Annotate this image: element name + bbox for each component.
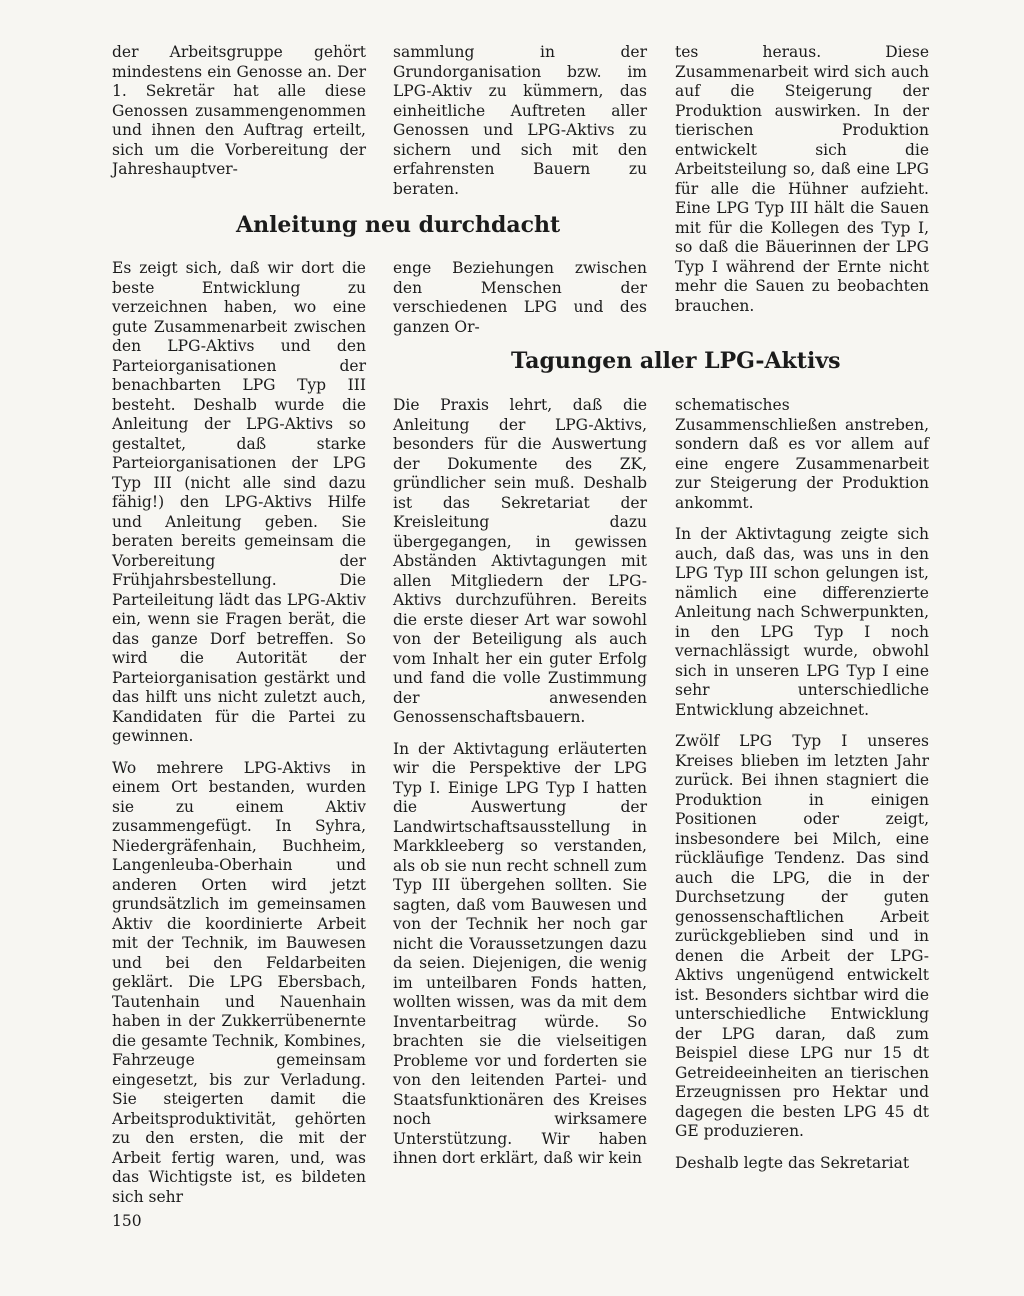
paragraph: In der Aktivtagung zeigte sich auch, daß das, was uns in den LPG Typ III schon gelungen ist, nämlich eine differenzierte Anleitung nach Schwerpunkten, in den LPG Typ I noch vernachlässigt wurde, obwohl sich in unseren LPG Typ I eine sehr unterschiedliche Entwicklung abzeichnet. <box>675 525 929 719</box>
column-3-top <box>675 43 929 316</box>
section-heading-tagungen: Tagungen aller LPG-Aktivs <box>511 348 841 374</box>
paragraph: schematisches Zusammenschließen anstreben, sondern daß es vor allem auf eine engere Zusammenarbeit zur Steigerung der Produktion ankommt. <box>675 396 929 512</box>
column-3-lower <box>675 396 929 1173</box>
paragraph: sammlung in der Grundorganisation bzw. im LPG-Aktiv zu kümmern, das einheitliche Auftreten aller Genossen und LPG-Aktivs zu sichern und sich mit den erfahrensten Bauern zu beraten. <box>393 43 647 198</box>
paragraph: In der Aktivtagung erläuterten wir die Perspektive der LPG Typ I. Einige LPG Typ I hatten die Auswertung der Landwirtschaftsausstellung in Markkleeberg so verstanden, als ob sie nun recht schnell zum Typ III übergehen sollten. Sie sagten, daß vom Bauwesen und von der Technik her noch gar nicht die Voraussetzungen dazu da seien. Diejenigen, die wenig im unteilbaren Fonds hatten, wollten wissen, was da mit dem Inventarbeitrag würde. So brachten sie die vielseitigen Probleme vor und forderten sie von den leitenden Partei- und Staatsfunktionären des Kreises noch wirksamere Unterstützung. Wir haben ihnen dort erklärt, daß wir kein <box>393 739 647 1167</box>
column-2-lower <box>393 396 647 1169</box>
paragraph: Die Praxis lehrt, daß die Anleitung der LPG-Aktivs, besonders für die Auswertung der Dokumente des ZK, gründlicher sein muß. Deshalb ist das Sekretariat der Kreisleitung dazu übergegangen, in gewissen Abständen Aktivtagungen mit allen Mitgliedern der LPG-Aktivs durchzuführen. Bereits die erste dieser Art war sowohl von der Beteiligung als auch vom Inhalt her ein guter Erfolg und fand die volle Zustimmung der anwesenden Genossenschaftsbauern. <box>393 396 647 726</box>
paragraph: der Arbeitsgruppe gehört mindestens ein Genosse an. Der 1. Sekretär hat alle diese Genossen zusammengenommen und ihnen den Auftrag erteilt, sich um die Vorbereitung der Jahreshauptver- <box>112 43 366 178</box>
paragraph: Wo mehrere LPG-Aktivs in einem Ort bestanden, wurden sie zu einem Aktiv zusammengefügt. In Syhra, Niedergräfenhain, Buchheim, Langenleuba-Oberhain und anderen Orten wird jetzt grundsätzlich im gemeinsamen Aktiv die koordinierte Arbeit mit der Technik, im Bauwesen und bei den Feldarbeiten geklärt. Die LPG Ebersbach, Tautenhain und Nauenhain haben in der Zukkerrübenernte die gesamte Technik, Kombines, Fahrzeuge gemeinsam eingesetzt, bis zur Verladung. Sie steigerten damit die Arbeitsproduktivität, gehörten zu den ersten, die mit der Arbeit fertig waren, und, was das Wichtigste ist, es bildeten sich sehr <box>112 758 366 1206</box>
page-number: 150 <box>112 1212 142 1230</box>
column-1-main <box>112 259 366 1207</box>
column-1-top <box>112 43 366 180</box>
paragraph: Es zeigt sich, daß wir dort die beste Entwicklung zu verzeichnen haben, wo eine gute Zusammenarbeit zwischen den LPG-Aktivs und den Parteiorganisationen der benachbarten LPG Typ III besteht. Deshalb wurde die Anleitung der LPG-Aktivs so gestaltet, daß starke Parteiorganisationen der LPG Typ III (nicht alle sind dazu fähig!) den LPG-Aktivs Hilfe und Anleitung geben. Sie beraten bereits gemeinsam die Vorbereitung der Frühjahrsbestellung. Die Parteileitung lädt das LPG-Aktiv ein, wenn sie Fragen berät, die das ganze Dorf betreffen. So wird die Autorität der Parteiorganisation gestärkt und das hilft uns nicht zuletzt auch, Kandidaten für die Partei zu gewinnen. <box>112 259 366 745</box>
paragraph: enge Beziehungen zwischen den Menschen der verschiedenen LPG und des ganzen Or- <box>393 259 647 336</box>
paragraph: Zwölf LPG Typ I unseres Kreises blieben im letzten Jahr zurück. Bei ihnen stagniert die Produktion in einigen Positionen oder zeigt, insbesondere bei Milch, eine rückläufige Tendenz. Das sind auch die LPG, die in der Durchsetzung der guten genossenschaftlichen Arbeit zurückgeblieben sind und in denen die Arbeit der LPG-Aktivs ungenügend entwickelt ist. Besonders sichtbar wird die unterschiedliche Entwicklung der LPG daran, daß zum Beispiel diese LPG nur 15 dt Getreideeinheiten an tierischen Erzeugnissen pro Hektar und dagegen die besten LPG 45 dt GE produzieren. <box>675 732 929 1140</box>
paragraph: Deshalb legte das Sekretariat <box>675 1153 910 1172</box>
paragraph: tes heraus. Diese Zusammenarbeit wird sich auch auf die Steigerung der Produktion auswirken. In der tierischen Produktion entwickelt sich die Arbeitsteilung so, daß eine LPG für alle die Hühner aufzieht. Eine LPG Typ III hält die Sauen mit für die Kollegen des Typ I, so daß die Bäuerinnen der LPG Typ I während der Ernte nicht mehr die Sauen zu beobachten brauchen. <box>675 43 929 315</box>
section-heading-anleitung: Anleitung neu durchdacht <box>236 212 561 238</box>
column-2-middle <box>393 259 647 337</box>
column-2-top <box>393 43 647 199</box>
